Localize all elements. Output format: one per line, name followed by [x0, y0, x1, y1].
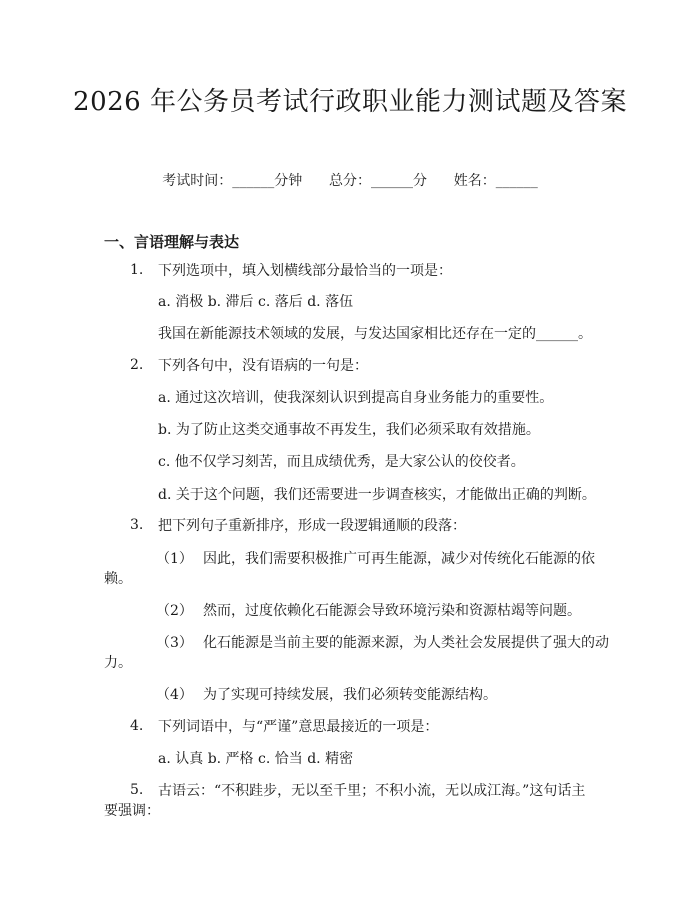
question-sentence: 我国在新能源技术领域的发展，与发达国家相比还存在一定的______。	[158, 326, 592, 342]
sentence-label: （2）	[156, 603, 193, 619]
sentence-text: 为了实现可持续发展，我们必须转变能源结构。	[203, 687, 497, 703]
section-heading: 一、言语理解与表达	[104, 233, 240, 251]
question-stem-cont: 要强调：	[104, 803, 160, 819]
document-title: 2026 年公务员考试行政职业能力测试题及答案	[73, 87, 627, 117]
option-d: d. 关于这个问题，我们还需要进一步调查核实，才能做出正确的判断。	[158, 487, 596, 503]
option-c: c. 他不仅学习刻苦，而且成绩优秀，是大家公认的佼佼者。	[158, 454, 525, 470]
sentence-text-cont: 赖。	[104, 571, 132, 587]
exam-meta-line: 考试时间：______分钟 总分：______分 姓名：______	[162, 173, 538, 189]
sentence-label: （1）	[156, 551, 193, 567]
sentence-text: 然而，过度依赖化石能源会导致环境污染和资源枯竭等问题。	[203, 603, 581, 619]
question-stem: 把下列句子重新排序，形成一段逻辑通顺的段落：	[158, 518, 466, 534]
sentence-label: （3）	[156, 635, 193, 651]
question-stem: 下列词语中，与“严谨”意思最接近的一项是：	[158, 719, 439, 735]
question-stem: 下列选项中，填入划横线部分最恰当的一项是：	[158, 263, 452, 279]
question-number: 3.	[130, 517, 144, 533]
sentence-label: （4）	[156, 687, 193, 703]
question-number: 2.	[130, 357, 144, 373]
sentence-text-cont: 力。	[104, 655, 132, 671]
sentence-text: 化石能源是当前主要的能源来源，为人类社会发展提供了强大的动	[203, 635, 609, 651]
question-number: 5.	[130, 782, 144, 798]
question-number: 1.	[130, 262, 144, 278]
question-number: 4.	[130, 718, 144, 734]
option-a: a. 通过这次培训，使我深刻认识到提高自身业务能力的重要性。	[158, 390, 554, 406]
question-options: a. 消极 b. 滞后 c. 落后 d. 落伍	[158, 294, 354, 310]
sentence-text: 因此，我们需要积极推广可再生能源，减少对传统化石能源的依	[203, 551, 595, 567]
question-options: a. 认真 b. 严格 c. 恰当 d. 精密	[158, 751, 354, 767]
question-stem: 古语云：“不积跬步，无以至千里；不积小流，无以成江海。”这句话主	[158, 783, 586, 799]
question-stem: 下列各句中，没有语病的一句是：	[158, 358, 368, 374]
option-b: b. 为了防止这类交通事故不再发生，我们必须采取有效措施。	[158, 422, 540, 438]
